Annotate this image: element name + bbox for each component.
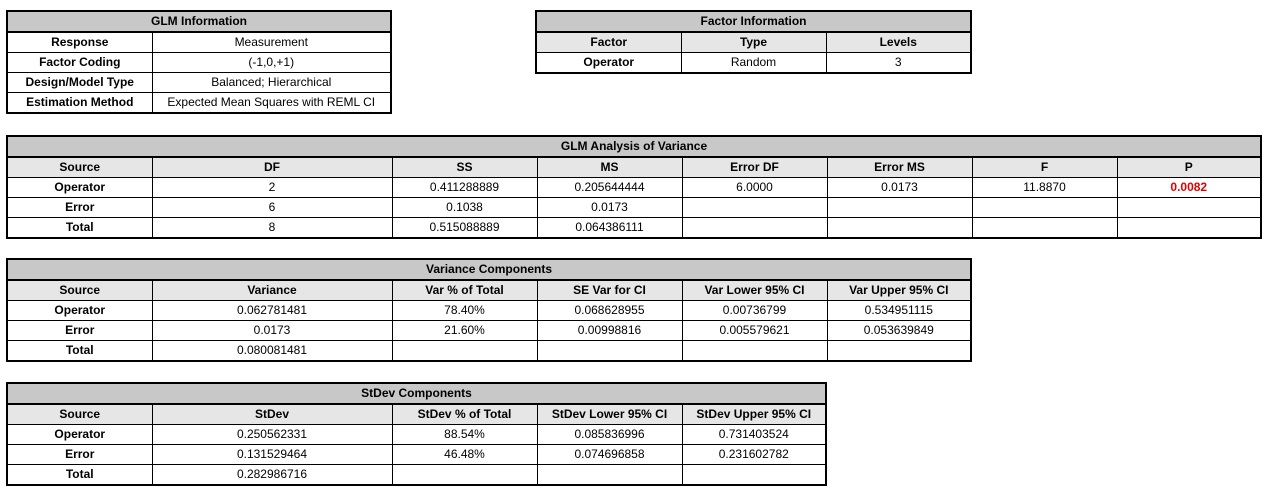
- table-cell: 0.731403524: [682, 425, 826, 445]
- column-header: StDev % of Total: [392, 404, 537, 425]
- table-cell: [827, 198, 972, 218]
- column-header: SS: [392, 157, 537, 178]
- table-cell: 8: [152, 218, 392, 239]
- column-header: Var % of Total: [392, 280, 537, 301]
- column-header: Var Upper 95% CI: [827, 280, 971, 301]
- table-cell: [682, 341, 827, 362]
- table-row: [7, 425, 826, 445]
- table-cell: 0.0173: [152, 321, 392, 341]
- table-cell: [827, 218, 972, 239]
- row-source: Error: [7, 321, 152, 341]
- table-row: [7, 341, 971, 362]
- row-source: Total: [7, 465, 152, 486]
- glm-info-label: Estimation Method: [7, 93, 152, 114]
- column-header: Factor: [536, 32, 681, 53]
- column-header: Levels: [826, 32, 971, 53]
- table-cell: 0.064386111: [537, 218, 682, 239]
- column-header: Variance: [152, 280, 392, 301]
- stdev-components-table: [6, 382, 827, 486]
- table-cell: 0.411288889: [392, 178, 537, 198]
- table-cell: 0.00998816: [537, 321, 682, 341]
- table-cell: [682, 218, 827, 239]
- stdev-components-title: StDev Components: [7, 383, 826, 404]
- table-cell: 0.205644444: [537, 178, 682, 198]
- row-source: Operator: [7, 425, 152, 445]
- table-row: [7, 301, 971, 321]
- table-cell: 0.0173: [537, 198, 682, 218]
- glm-info-value: Balanced; Hierarchical: [152, 73, 391, 93]
- table-cell: 0.534951115: [827, 301, 971, 321]
- table-cell: 0.068628955: [537, 301, 682, 321]
- row-source: Error: [7, 445, 152, 465]
- variance-components-table: [6, 258, 972, 362]
- table-row: [7, 465, 826, 486]
- table-cell: 0.0173: [827, 178, 972, 198]
- table-cell: [682, 198, 827, 218]
- table-cell: 0.00736799: [682, 301, 827, 321]
- factor-name: Operator: [536, 53, 681, 74]
- table-cell: [972, 198, 1117, 218]
- table-cell: 0.085836996: [537, 425, 682, 445]
- factor-information-title: Factor Information: [536, 11, 971, 32]
- table-row: [7, 445, 826, 465]
- table-cell: 11.8870: [972, 178, 1117, 198]
- glm-info-value: (-1,0,+1): [152, 53, 391, 73]
- column-header: Source: [7, 157, 152, 178]
- glm-info-label: Factor Coding: [7, 53, 152, 73]
- table-cell: 6: [152, 198, 392, 218]
- row-source: Operator: [7, 301, 152, 321]
- glm-info-value: Expected Mean Squares with REML CI: [152, 93, 391, 114]
- table-cell: 46.48%: [392, 445, 537, 465]
- glm-info-value: Measurement: [152, 32, 391, 53]
- column-header: StDev: [152, 404, 392, 425]
- glm-info-label: Design/Model Type: [7, 73, 152, 93]
- table-cell: 0.282986716: [152, 465, 392, 486]
- column-header: MS: [537, 157, 682, 178]
- table-header-row: [7, 404, 826, 425]
- column-header: Var Lower 95% CI: [682, 280, 827, 301]
- table-cell: 0.005579621: [682, 321, 827, 341]
- column-header: Source: [7, 280, 152, 301]
- table-row: [7, 73, 391, 93]
- table-row: [7, 198, 1261, 218]
- table-cell: 0.053639849: [827, 321, 971, 341]
- column-header: SE Var for CI: [537, 280, 682, 301]
- table-cell: 88.54%: [392, 425, 537, 445]
- glm-info-label: Response: [7, 32, 152, 53]
- factor-type: Random: [681, 53, 826, 74]
- table-row: [7, 53, 391, 73]
- table-cell: 0.231602782: [682, 445, 826, 465]
- column-header: StDev Lower 95% CI: [537, 404, 682, 425]
- column-header: Source: [7, 404, 152, 425]
- row-source: Total: [7, 341, 152, 362]
- variance-components-title: Variance Components: [7, 259, 971, 280]
- table-header-row: [536, 32, 971, 53]
- factor-information-table: [535, 10, 972, 74]
- table-row: [7, 32, 391, 53]
- table-cell: 2: [152, 178, 392, 198]
- table-cell: [682, 465, 826, 486]
- table-header-row: [7, 157, 1261, 178]
- column-header: Error MS: [827, 157, 972, 178]
- table-header-row: [7, 280, 971, 301]
- anova-title: GLM Analysis of Variance: [7, 136, 1261, 157]
- row-source: Error: [7, 198, 152, 218]
- column-header: StDev Upper 95% CI: [682, 404, 826, 425]
- column-header: DF: [152, 157, 392, 178]
- table-cell: 78.40%: [392, 301, 537, 321]
- table-row: [7, 178, 1261, 198]
- table-row: [7, 93, 391, 114]
- glm-information-table: [6, 10, 392, 114]
- table-cell: 0.074696858: [537, 445, 682, 465]
- table-cell: 0.062781481: [152, 301, 392, 321]
- table-cell: 0.515088889: [392, 218, 537, 239]
- table-cell: [972, 218, 1117, 239]
- factor-levels: 3: [826, 53, 971, 74]
- row-source: Operator: [7, 178, 152, 198]
- anova-table: [6, 135, 1262, 239]
- table-cell: 21.60%: [392, 321, 537, 341]
- table-cell: 6.0000: [682, 178, 827, 198]
- table-cell: [827, 341, 971, 362]
- table-row: [7, 321, 971, 341]
- table-cell: [537, 341, 682, 362]
- column-header: P: [1117, 157, 1261, 178]
- table-cell: [392, 465, 537, 486]
- table-row: [536, 53, 971, 74]
- table-cell: [537, 465, 682, 486]
- table-cell: [392, 341, 537, 362]
- table-cell: 0.080081481: [152, 341, 392, 362]
- table-cell: 0.250562331: [152, 425, 392, 445]
- table-cell: 0.131529464: [152, 445, 392, 465]
- column-header: F: [972, 157, 1117, 178]
- glm-information-title: GLM Information: [7, 11, 391, 32]
- table-cell: [1117, 198, 1261, 218]
- column-header: Error DF: [682, 157, 827, 178]
- p-value-significant: 0.0082: [1117, 178, 1261, 198]
- column-header: Type: [681, 32, 826, 53]
- row-source: Total: [7, 218, 152, 239]
- table-cell: [1117, 218, 1261, 239]
- table-row: [7, 218, 1261, 239]
- table-cell: 0.1038: [392, 198, 537, 218]
